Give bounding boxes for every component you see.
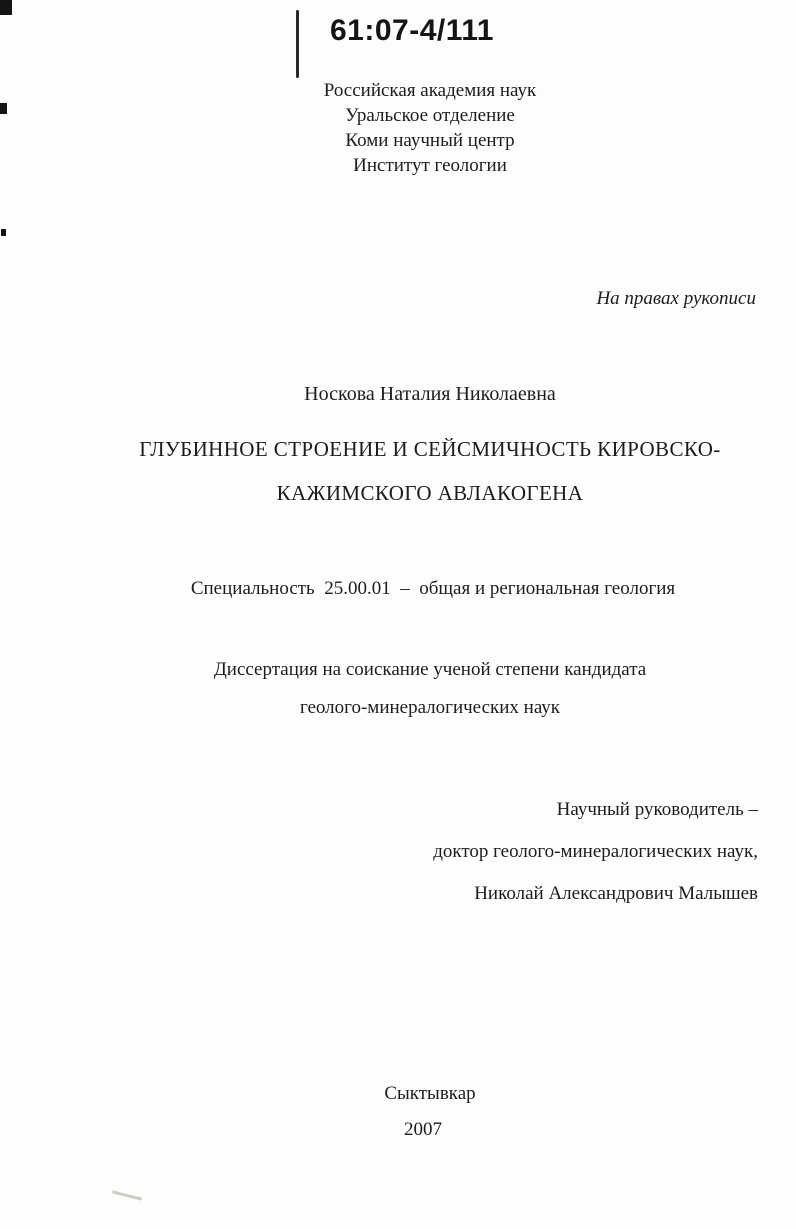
thesis-type-line1: Диссертация на соискание ученой степени кандидата xyxy=(213,659,647,680)
advisor-name: Николай Александрович Малышев xyxy=(474,883,758,904)
scan-artifact xyxy=(1,229,6,236)
publication-year: 2007 xyxy=(404,1119,442,1140)
specialty-line: Специальность 25.00.01 – общая и региональная геология xyxy=(190,578,676,599)
manuscript-rights-note: На правах рукописи xyxy=(596,288,756,309)
institution-line-branch: Уральское отделение xyxy=(345,105,515,126)
advisor-block xyxy=(433,789,758,915)
advisor-label: Научный руководитель – xyxy=(556,799,758,820)
thesis-type-block xyxy=(0,651,796,727)
catalog-number: 61:07-4/111 xyxy=(330,14,494,47)
dissertation-title-line1: ГЛУБИННОЕ СТРОЕНИЕ И СЕЙСМИЧНОСТЬ КИРОВСКО- xyxy=(139,437,721,461)
institution-line-center: Коми научный центр xyxy=(345,130,515,151)
catalog-pen-line xyxy=(296,10,299,78)
dissertation-title-line2: КАЖИМСКОГО АВЛАКОГЕНА xyxy=(276,481,584,505)
author-name: Носкова Наталия Николаевна xyxy=(304,383,556,405)
institution-line-institute: Институт геологии xyxy=(353,155,507,176)
institution-line-academy: Российская академия наук xyxy=(323,80,537,101)
scan-artifact xyxy=(112,1190,142,1200)
scan-artifact xyxy=(0,0,12,15)
publication-city: Сыктывкар xyxy=(384,1083,476,1104)
dissertation-title xyxy=(0,427,796,515)
advisor-degree: доктор геолого-минералогических наук, xyxy=(433,841,758,862)
institution-block xyxy=(0,78,796,178)
thesis-type-line2: геолого-минералогических наук xyxy=(299,697,561,718)
